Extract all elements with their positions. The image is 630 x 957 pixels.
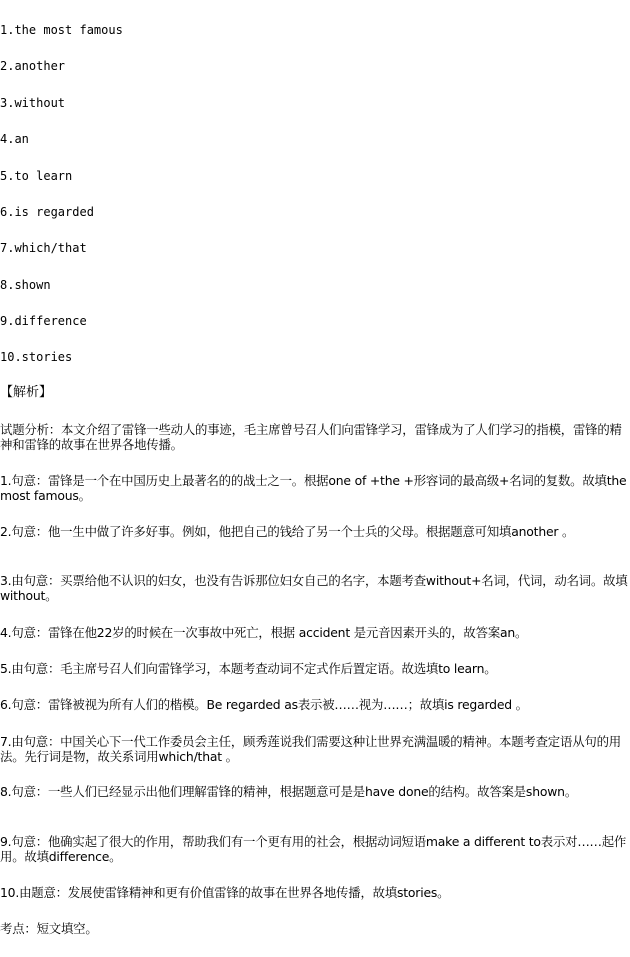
answer-line: 1.the most famous [0, 23, 123, 37]
answer-line: 10.stories [0, 350, 73, 364]
analysis-item: 8.句意：一些人们已经显示出他们理解雷锋的精神，根据题意可是是have done的结构。故答案是shown。 [0, 784, 578, 799]
answer-line: 2.another [0, 59, 66, 73]
answer-line: 3.without [0, 96, 66, 110]
answer-line: 4.an [0, 132, 29, 146]
analysis-item: 6.句意：雷锋被视为所有人们的楷模。Be regarded as表示被……视为……；故填is regarded 。 [0, 697, 528, 712]
answer-line: 5.to learn [0, 169, 73, 183]
analysis-header: 【解析】 [0, 385, 53, 400]
analysis-item: 7.由句意：中国关心下一代工作委员会主任，顾秀莲说我们需要这种让世界充满温暖的精神。本题考查定语从句的用法。先行词是物，故关系词用which/that 。 [0, 734, 621, 764]
analysis-item: 1.句意：雷锋是一个在中国历史上最著名的的战士之一。根据one of +the +形容词的最高级+名词的复数。故填the most famous。 [0, 473, 627, 503]
answer-line: 8.shown [0, 278, 51, 292]
analysis-item: 10.由题意：发展使雷锋精神和更有价值雷锋的故事在世界各地传播，故填stories。 [0, 885, 450, 900]
answer-line: 7.which/that [0, 241, 87, 255]
analysis-item: 9.句意：他确实起了很大的作用，帮助我们有一个更有用的社会，根据动词短语make a different to表示对……起作用。故填difference。 [0, 834, 627, 864]
analysis-item: 4.句意：雷锋在他22岁的时候在一次事故中死亡，根据 accident 是元音因素开头的，故答案an。 [0, 625, 528, 640]
answer-line: 6.is regarded [0, 205, 94, 219]
answer-line: 9.difference [0, 314, 87, 328]
analysis-summary: 试题分析：本文介绍了雷锋一些动人的事迹，毛主席曾号召人们向雷锋学习，雷锋成为了人们学习的指模，雷锋的精神和雷锋的故事在世界各地传播。 [0, 422, 622, 452]
analysis-item: 5.由句意：毛主席号召人们向雷锋学习，本题考查动词不定式作后置定语。故选填to learn。 [0, 661, 497, 676]
analysis-item: 3.由句意：买票给他不认识的妇女，也没有告诉那位妇女自己的名字，本题考查without+名词，代词，动名词。故填without。 [0, 573, 628, 603]
analysis-item: 2.句意：他一生中做了许多好事。例如，他把自己的钱给了另一个士兵的父母。根据题意可知填another 。 [0, 524, 575, 539]
kaodian-note: 考点：短文填空。 [0, 921, 98, 936]
